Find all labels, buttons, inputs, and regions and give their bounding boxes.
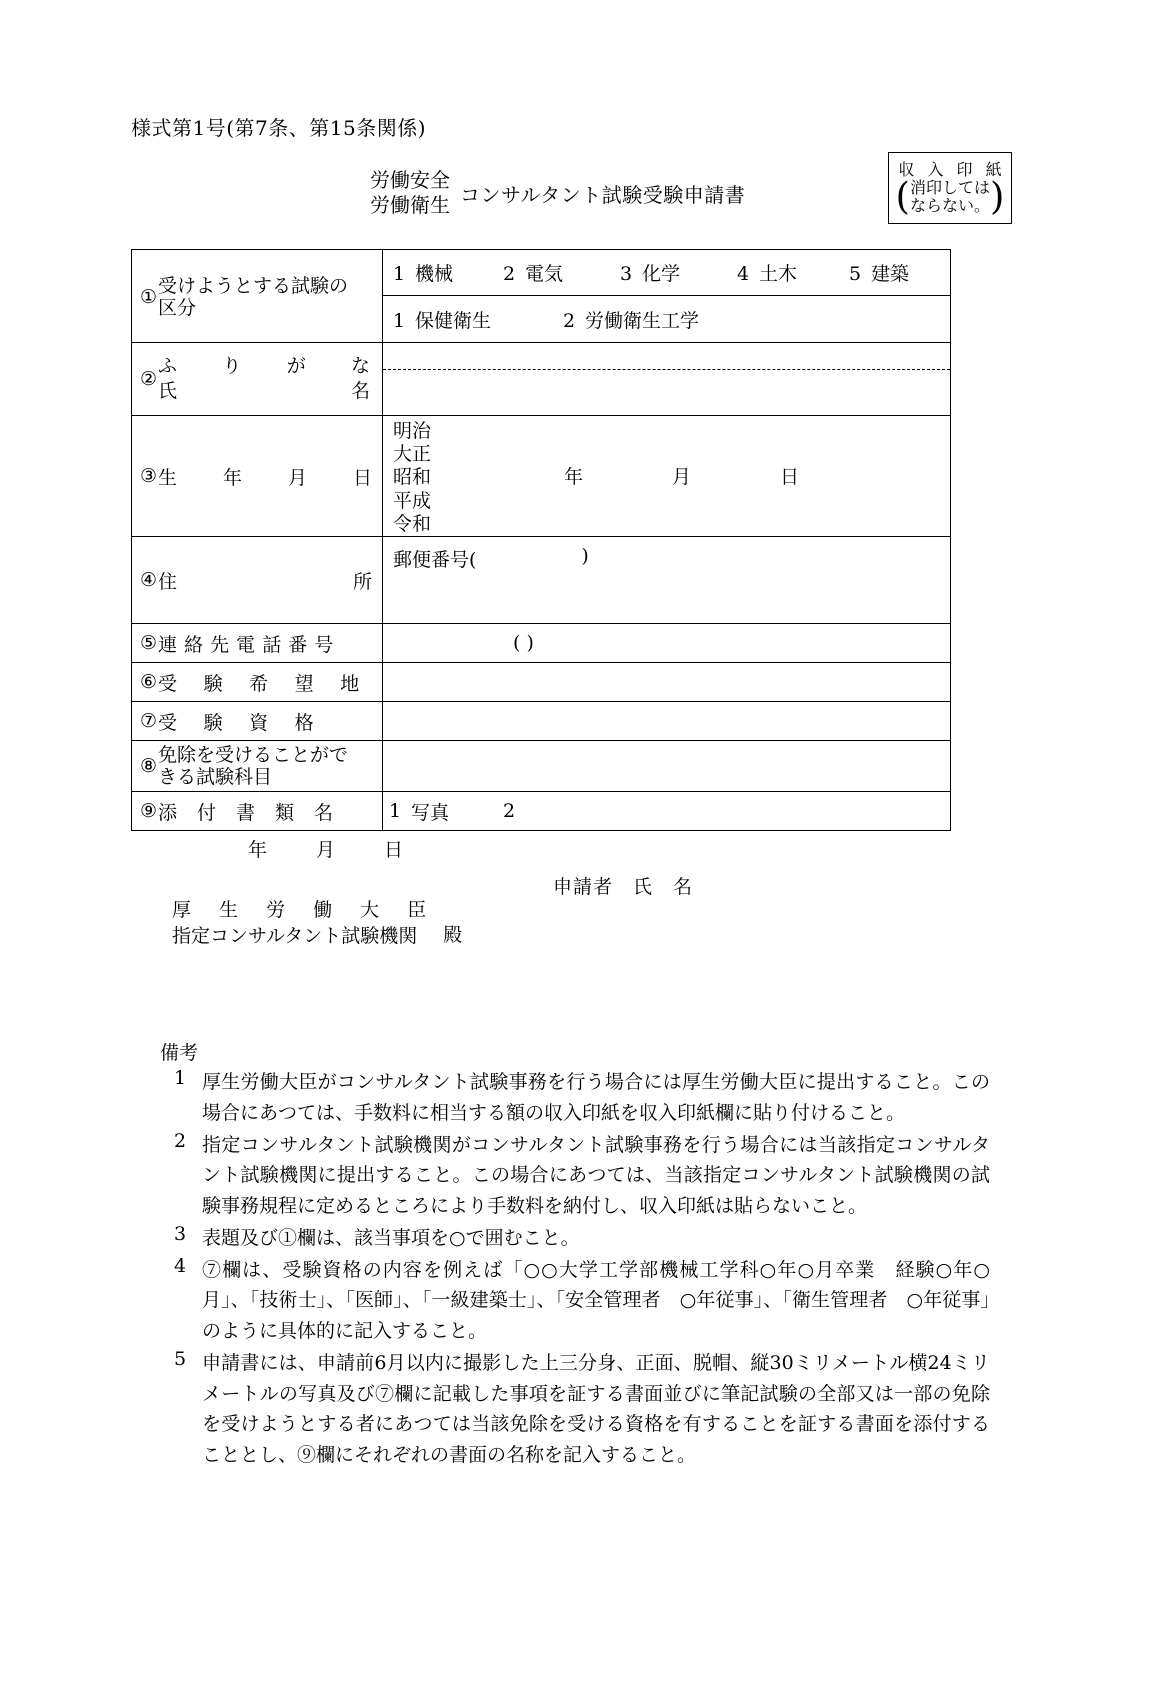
input-name[interactable] [383,343,950,415]
note-item [160,1130,990,1222]
table-row-phone [132,624,950,663]
paren-open: ( [895,174,910,218]
table-row-qualification [132,702,950,741]
opt-name-h1: 保健衛生 [415,309,492,332]
era-options[interactable] [393,416,888,536]
exam-category-group-health[interactable] [383,296,950,342]
note-text: 厚生労働大臣がコンサルタント試験事務を行う場合には厚生労働大臣に提出すること。この場合にあつては、手数料に相当する額の収入印紙を収入印紙欄に貼り付けること。 [202,1071,990,1124]
marker-3: ③ [140,465,158,487]
application-table [131,249,951,831]
table-row-name [132,343,950,416]
label-phone [132,624,383,662]
opt-name-4: 土木 [759,263,798,285]
furigana-divider [383,369,950,370]
revenue-stamp-note-line2: ならない。 [909,195,990,215]
note-text: 申請書には、申請前6月以内に撮影した上三分身、正面、脱帽、縦30ミリメートル横24ミリメートルの写真及び⑦欄に記載した事項を証する書面並びに筆記試験の全部又は一部の免除を受けようとする者にあつては当該免除を受ける資格を有することを証する書面を添付することとし、⑨欄にそれぞれの書面の名称を記入すること。 [202,1351,990,1467]
marker-7: ⑦ [140,710,158,732]
label-name [132,343,383,415]
label-qualification [132,702,383,740]
birth-c4: 日 [353,466,373,489]
label-exemption [132,741,383,791]
furigana-c2: り [222,355,242,378]
title-main: コンサルタント試験受験申請書 [460,182,746,207]
marker-2: ② [140,368,158,390]
label-qualification-text: 受 験 資 格 [158,711,315,734]
addressee-minister: 厚 生 労 働 大 臣 [172,899,438,921]
table-row-exam-place [132,663,950,702]
attachment-name-1: 写真 [411,801,450,824]
revenue-stamp-box [888,152,1012,224]
marker-4: ④ [140,569,158,591]
note-text: 表題及び①欄は、該当事項を○で囲むこと。 [202,1226,580,1249]
input-exemption[interactable] [383,741,950,791]
paren-close: ) [990,174,1005,218]
notes-title: 備考 [160,1042,199,1064]
note-item [160,1255,990,1347]
era-showa[interactable]: 昭和 [393,466,432,489]
label-exam-category-line2: 区分 [158,297,197,319]
form-number: 様式第1号(第7条、第15条関係) [131,116,427,140]
birth-month-label: 月 [672,466,692,489]
label-shimei [158,379,370,404]
note-text: 指定コンサルタント試験機関がコンサルタント試験事務を行う場合には当該指定コンサルタント試験機関に提出すること。この場合にあつては、当該指定コンサルタント試験機関の試験事務規程に定めるところにより手数料を納付し、収入印紙は貼らないこと。 [202,1133,990,1218]
table-row-attachments [132,792,950,831]
label-exam-place-text: 受 験 希 望 地 [158,672,360,695]
opt-no-4: 4 [737,263,750,285]
submission-month-label: 月 [316,839,336,861]
table-row-exam-category [132,250,950,343]
marker-8: ⑧ [140,754,158,777]
opt-no-2: 2 [503,263,516,285]
submission-date[interactable] [248,835,452,862]
label-exam-category [132,250,383,342]
note-item [160,1223,990,1254]
input-exam-place[interactable] [383,663,950,701]
era-meiji[interactable]: 明治 [393,420,432,443]
note-number: 2 [174,1129,187,1152]
marker-5: ⑤ [140,632,158,654]
title-alternatives [370,168,450,218]
label-furigana [158,354,370,379]
table-row-birthdate [132,416,950,537]
input-attachments[interactable] [383,792,950,830]
address-c1: 住 [158,570,178,593]
input-address[interactable] [383,537,950,623]
postal-code-close: ) [581,545,589,567]
label-exam-category-line1: 受けようとする試験の [158,274,349,297]
title-alt-2: 労働衛生 [370,193,450,217]
note-item [160,1067,990,1129]
exam-category-group-safety[interactable] [383,250,950,296]
opt-no-5: 5 [849,263,862,285]
note-number: 3 [174,1222,187,1245]
birth-year-label: 年 [564,466,584,489]
opt-name-1: 機械 [415,263,454,285]
table-row-address [132,537,950,624]
birth-day-label: 日 [780,466,800,489]
attachment-no-2: 2 [503,800,516,822]
label-exam-place [132,663,383,701]
opt-name-h2: 労働衛生工学 [585,309,700,332]
submission-year-label: 年 [248,839,268,861]
opt-no-3: 3 [620,263,633,285]
opt-name-3: 化学 [642,263,681,285]
attachment-no-1: 1 [389,800,402,822]
address-c2: 所 [353,570,373,593]
revenue-stamp-note-line1: 消印しては [909,178,990,198]
era-reiwa[interactable]: 令和 [393,512,432,535]
opt-no-1: 1 [393,263,406,285]
marker-6: ⑥ [140,671,158,693]
label-birthdate [132,416,383,536]
opt-no-h1: 1 [393,309,406,332]
birth-c3: 月 [288,466,308,489]
opt-name-2: 電気 [525,263,564,285]
furigana-c3: が [286,355,306,378]
addressee-block [172,898,462,949]
honorific-dono: 殿 [443,924,463,947]
submission-day-label: 日 [384,839,404,861]
addressee-agency: 指定コンサルタント試験機関 [172,924,418,947]
marker-1: ① [140,285,158,308]
label-exemption-line1: 免除を受けることがで [158,743,349,766]
revenue-stamp-note [895,174,1005,218]
opt-no-h2: 2 [563,309,576,332]
input-birthdate[interactable] [383,416,950,536]
notes-section [160,1038,990,1472]
note-number: 4 [174,1254,187,1277]
furigana-c1: ふ [158,355,178,378]
title-alt-1: 労働安全 [370,168,450,192]
era-heisei[interactable]: 平成 [393,489,432,512]
shimei-c2: 名 [351,380,371,402]
label-address [132,537,383,623]
label-attachments-text: 添 付 書 類 名 [158,801,334,824]
marker-9: ⑨ [140,800,158,822]
input-qualification[interactable] [383,702,950,740]
era-taisho[interactable]: 大正 [393,443,432,466]
exam-category-options [383,250,950,342]
note-item [160,1348,990,1471]
note-number: 5 [174,1347,187,1370]
furigana-c4: な [351,355,371,378]
opt-name-5: 建築 [871,263,910,285]
input-phone[interactable] [383,624,950,662]
birth-ymd-fields [564,466,888,489]
label-exemption-line2: きる試験科目 [158,766,273,788]
label-phone-text: 連 絡 先 電 話 番 号 [158,633,334,656]
note-number: 1 [174,1067,187,1089]
revenue-stamp-label: 収 入 印 紙 [898,160,1006,180]
note-text: ⑦欄は、受験資格の内容を例えば「○○大学工学部機械工学科○年○月卒業 経験○年○月」、「技術士」、「医師」、「一級建築士」、「安全管理者 ○年従事」、「衛生管理者 ○年従事」のように具体的に記入すること。 [202,1258,990,1343]
birth-c2: 年 [223,466,243,489]
table-row-exemption [132,741,950,792]
applicant-name-field[interactable]: 申請者 氏 名 [553,876,694,898]
birth-c1: 生 [158,466,178,489]
document-title [370,168,745,218]
shimei-c1: 氏 [158,380,178,402]
postal-code-label: 郵便番号( [393,549,477,571]
label-attachments [132,792,383,830]
phone-parens: ( ) [513,632,534,654]
